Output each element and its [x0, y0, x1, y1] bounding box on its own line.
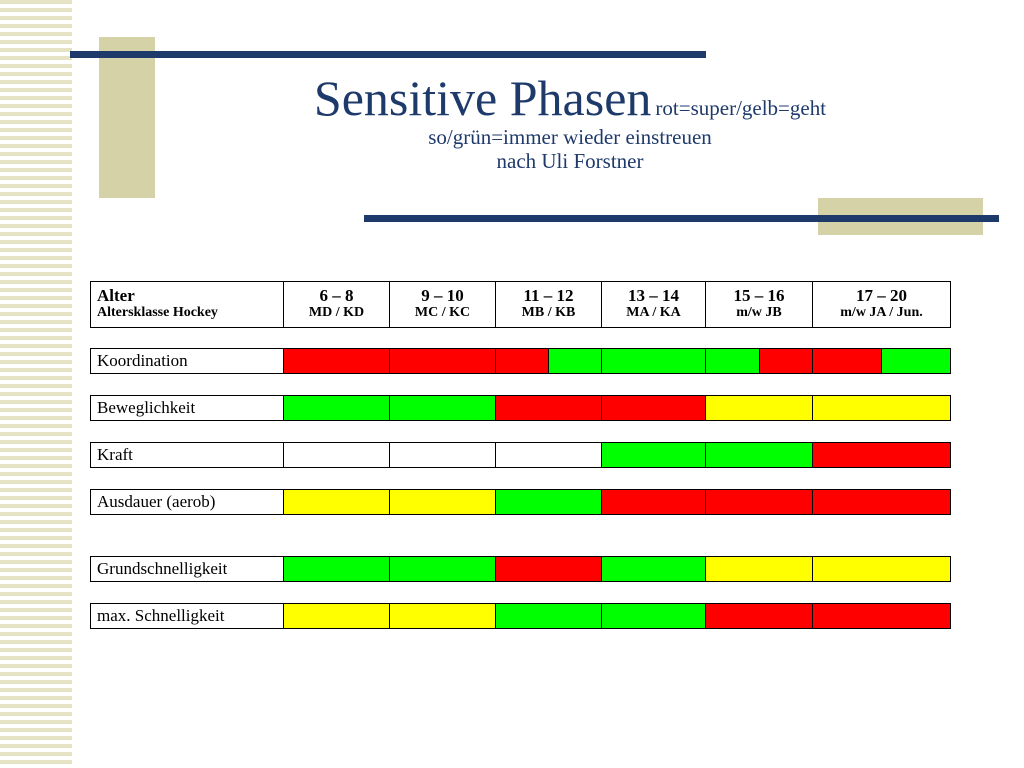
phase-cell [390, 557, 496, 582]
row-label: Kraft [91, 443, 284, 468]
header-row [91, 282, 951, 328]
phase-cell [390, 396, 496, 421]
phase-cell [284, 443, 390, 468]
phase-subcell [548, 349, 601, 373]
phase-cell [706, 490, 813, 515]
row-label: max. Schnelligkeit [91, 604, 284, 629]
phase-row-table [90, 489, 951, 515]
header-class: MC / KC [414, 305, 471, 321]
phase-cell [496, 349, 602, 374]
phase-cell [602, 443, 706, 468]
phase-row-table [90, 556, 951, 582]
header-class: m/w JA / Jun. [840, 305, 923, 321]
header-age: 15 – 16 [733, 285, 785, 305]
phase-cell [706, 557, 813, 582]
header-col-1 [284, 282, 390, 328]
phase-row [91, 443, 951, 468]
phase-cell [813, 396, 951, 421]
phase-cell [390, 443, 496, 468]
phase-row-table [90, 348, 951, 374]
phase-cell [284, 490, 390, 515]
header-class: MD / KD [308, 305, 365, 321]
phase-cell [390, 349, 496, 374]
phase-cell [284, 604, 390, 629]
phase-cell [284, 349, 390, 374]
header-col-5 [706, 282, 813, 328]
header-class: MB / KB [521, 305, 576, 321]
phase-subcell [496, 349, 548, 373]
header-age: 13 – 14 [628, 285, 679, 305]
header-class: MA / KA [626, 305, 681, 321]
phase-cell [602, 604, 706, 629]
phase-subcell [813, 349, 881, 373]
phase-row [91, 557, 951, 582]
phase-cell [496, 396, 602, 421]
phase-row-table [90, 603, 951, 629]
phase-cell [284, 396, 390, 421]
header-age: 11 – 12 [523, 285, 574, 305]
phase-subcell [759, 349, 813, 373]
phase-cell [284, 557, 390, 582]
phase-cell [813, 349, 951, 374]
phase-subcell [706, 349, 759, 373]
phase-cell [706, 396, 813, 421]
phase-row-table [90, 442, 951, 468]
phase-row-table [90, 395, 951, 421]
phase-cell [390, 490, 496, 515]
phase-cell [496, 557, 602, 582]
slide-subtitle-line1: rot=super/gelb=geht [655, 96, 827, 120]
header-label-cell [91, 282, 284, 328]
header-col-6 [813, 282, 951, 328]
phase-row [91, 349, 951, 374]
row-label: Ausdauer (aerob) [91, 490, 284, 515]
phase-cell [813, 490, 951, 515]
header-col-3 [496, 282, 602, 328]
slide-subtitle-line3: nach Uli Forstner [496, 148, 644, 173]
phase-cell [813, 557, 951, 582]
row-label: Beweglichkeit [91, 396, 284, 421]
decorative-tan-block-top [99, 37, 155, 198]
header-label-main: Alter [97, 285, 135, 305]
phase-cell [602, 490, 706, 515]
slide-title: Sensitive Phasen [313, 70, 652, 126]
slide-title-block [160, 70, 980, 173]
decorative-stripe-border [0, 0, 72, 768]
slide-subtitle-line2: so/grün=immer wieder einstreuen [428, 125, 712, 149]
phase-cell [496, 443, 602, 468]
header-class: m/w JB [736, 305, 782, 321]
phase-cell [706, 604, 813, 629]
phase-row [91, 490, 951, 515]
header-age: 17 – 20 [856, 285, 907, 305]
header-label-sub: Altersklasse Hockey [97, 305, 218, 321]
phase-cell [496, 604, 602, 629]
decorative-navy-bar-top [70, 51, 706, 58]
phase-row [91, 396, 951, 421]
header-col-4 [602, 282, 706, 328]
phase-cell [706, 443, 813, 468]
phase-cell [602, 557, 706, 582]
header-age: 6 – 8 [319, 285, 354, 305]
phase-cell [813, 443, 951, 468]
phase-cell [706, 349, 813, 374]
header-col-2 [390, 282, 496, 328]
phase-cell [390, 604, 496, 629]
phase-row [91, 604, 951, 629]
age-header-table [90, 281, 951, 328]
decorative-navy-bar-bottom [364, 215, 999, 222]
row-label: Grundschnelligkeit [91, 557, 284, 582]
phase-cell [813, 604, 951, 629]
phase-subcell [881, 349, 950, 373]
row-label: Koordination [91, 349, 284, 374]
header-age: 9 – 10 [421, 285, 464, 305]
phase-cell [496, 490, 602, 515]
phase-cell [602, 396, 706, 421]
phase-cell [602, 349, 706, 374]
